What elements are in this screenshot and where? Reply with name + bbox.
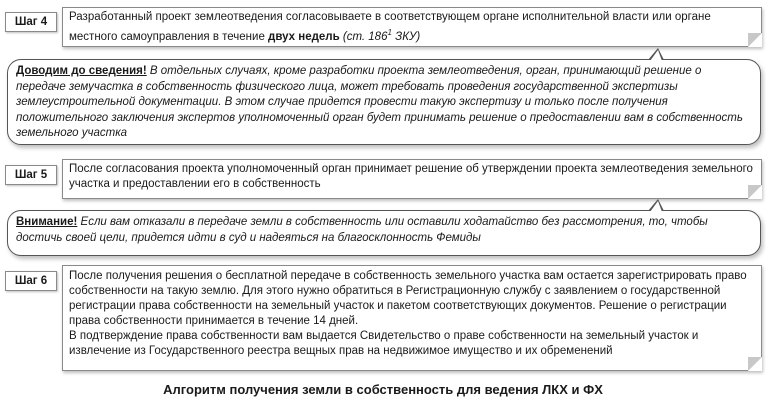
bubble-tail bbox=[648, 48, 664, 60]
step-6-box bbox=[62, 265, 762, 371]
step-4-text: Разработанный проект землеотведения согласовываете в соответствующем органе исполнительной власти или органе местного самоуправления в течение bbox=[69, 11, 711, 43]
warning-bubble bbox=[7, 210, 761, 256]
step-4-ref: (ст. $186^1$ ЗКУ) bbox=[339, 28, 421, 43]
step-6-paragraph-2: В подтверждение права собственности вам выдается Свидетельство о праве собственности на земельный участок и извлечение из Государственного реестра вещных прав на недвижимое имущество и их обременений bbox=[69, 330, 699, 357]
step-5-text: После согласования проекта уполномоченный орган принимает решение об утверждении проекта землеотведения земельного участка и предоставлении его в собственность bbox=[69, 163, 753, 190]
step-4-box bbox=[62, 7, 762, 47]
step-4-ref-sup: 1 bbox=[387, 28, 392, 37]
warning-text: Если вам отказали в передаче земли в собственность или оставили ходатайство без рассмотрения, то, чтобы достичь своей цели, придется идти в суд и надеяться на благосклонность Фемиды bbox=[16, 216, 708, 244]
step-4-label: Шаг 4 bbox=[5, 12, 57, 32]
step-6-paragraph-1: После получения решения о бесплатной передаче в собственность земельного участка вам остается зарегистрировать право собственности на такую землю. Для этого нужно обратиться в Регистрационную службу с заявлением о государственной регистрации права собственности на земельный участок и пакетом соответствующих документов. Решение о регистрации права собственности принимается в течение 14 дней. bbox=[69, 270, 747, 327]
step-5-label: Шаг 5 bbox=[5, 165, 57, 185]
notice-text: В отдельных случаях, кроме разработки проекта землеотведения, орган, принимающий решение о передаче земучастка в собственность физического лица, может требовать проведения государственной экспертизы землеустроительной документации. В этом случае придется провести такую экспертизу и только после получения положительного заключения экспертов уполномоченный орган будет принимать решение о предоставлении вам в собственность земельного участка bbox=[16, 65, 743, 139]
step-6-label: Шаг 6 bbox=[5, 271, 57, 291]
step-4-bold-term: двух недель bbox=[268, 30, 340, 43]
notice-bubble bbox=[7, 59, 761, 145]
warning-lead: Внимание! bbox=[16, 216, 78, 228]
figure-caption: Алгоритм получения земли в собственность для ведения ЛКХ и ФХ bbox=[163, 382, 603, 397]
step-5-box bbox=[62, 159, 762, 199]
bubble-tail bbox=[648, 199, 664, 211]
notice-lead: Доводим до сведения! bbox=[16, 65, 147, 77]
